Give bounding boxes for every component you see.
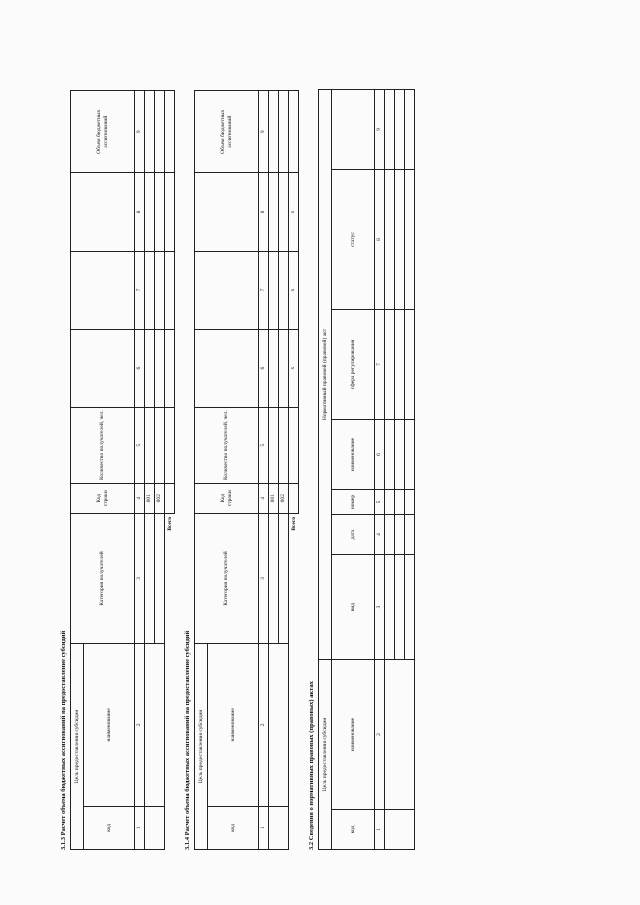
data-cell	[279, 251, 289, 329]
data-cell	[405, 515, 415, 555]
data-cell	[289, 407, 299, 483]
data-cell	[269, 173, 279, 251]
purpose-group-header: Цель предоставления субсидии	[319, 660, 332, 850]
purpose-group-header: Цель предоставления субсидии	[71, 644, 84, 850]
data-cell	[165, 483, 175, 513]
avg-payment-one-header	[195, 173, 259, 251]
recipients-header: Количество получателей, чел.	[195, 407, 259, 483]
data-cell	[395, 420, 405, 490]
col-number: 8	[135, 173, 145, 251]
data-cell	[405, 310, 415, 420]
total-label: Всего	[166, 516, 173, 531]
row-code: 001	[145, 483, 155, 513]
data-cell	[395, 310, 405, 420]
col-number: 8	[375, 170, 385, 310]
vid-header: вид	[332, 555, 375, 660]
row-code-header: Код строки	[71, 483, 135, 513]
data-cell	[269, 251, 279, 329]
data-cell	[279, 513, 289, 643]
category-header: Категория получателей	[71, 513, 135, 643]
code-header: код	[84, 806, 135, 849]
data-cell	[385, 310, 395, 420]
col-number: 9	[135, 91, 145, 173]
section-32-title: 3.2 Сведения о нормативных правовых (правовых) актах	[308, 681, 315, 850]
sphere-header: сфера регулирования	[332, 310, 375, 420]
data-cell	[405, 420, 415, 490]
data-cell	[395, 89, 405, 169]
total-label: Всего	[290, 516, 297, 531]
row-code: 002	[155, 483, 165, 513]
data-cell	[405, 555, 415, 660]
date-header: дата	[332, 515, 375, 555]
data-cell	[395, 515, 405, 555]
budget-volume-header: Объем бюджетных ассигнований	[195, 91, 259, 173]
data-cell	[385, 170, 395, 310]
x-mark: x	[289, 173, 299, 251]
data-cell	[269, 407, 279, 483]
act-name-header: наименование	[332, 420, 375, 490]
col-number: 1	[375, 810, 385, 850]
code-header: код	[208, 806, 259, 849]
name-header: наименование	[208, 644, 259, 807]
data-cell	[165, 91, 175, 173]
data-cell	[155, 91, 165, 173]
data-cell	[165, 173, 175, 251]
col-number: 6	[259, 329, 269, 407]
data-cell	[155, 251, 165, 329]
purpose-group-header: Цель предоставления субсидии	[195, 644, 208, 850]
data-cell	[269, 329, 279, 407]
data-cell	[165, 251, 175, 329]
data-cell	[145, 407, 155, 483]
col-number: 6	[135, 329, 145, 407]
col-number: 2	[375, 660, 385, 810]
status-header: статус	[332, 170, 375, 310]
budget-volume-header: Объем бюджетных ассигнований	[71, 91, 135, 173]
x-mark: x	[289, 329, 299, 407]
data-cell	[269, 806, 289, 849]
col-number: 4	[135, 483, 145, 513]
data-cell	[155, 173, 165, 251]
data-cell	[145, 806, 165, 849]
data-cell	[269, 513, 279, 643]
data-cell	[395, 555, 405, 660]
avg-area-header	[71, 251, 135, 329]
data-cell	[165, 329, 175, 407]
col-number: 1	[135, 806, 145, 849]
data-cell	[279, 91, 289, 173]
data-cell	[385, 555, 395, 660]
data-cell	[385, 490, 395, 515]
category-header: Категория получателей	[195, 513, 259, 643]
data-cell	[155, 407, 165, 483]
data-cell	[405, 170, 415, 310]
data-cell	[145, 173, 155, 251]
table-row	[385, 89, 395, 849]
col-number: 5	[259, 407, 269, 483]
expiry-header	[332, 89, 375, 169]
data-cell	[405, 89, 415, 169]
data-cell	[145, 644, 165, 807]
col-number: 7	[375, 310, 385, 420]
col-number: 1	[259, 806, 269, 849]
col-number: 5	[135, 407, 145, 483]
data-cell	[395, 170, 405, 310]
name-header: наименование	[84, 644, 135, 807]
data-cell	[279, 407, 289, 483]
data-cell	[385, 515, 395, 555]
section-314-title: 3.1.4 Расчет объема бюджетных ассигнований на предоставление субсидий	[184, 630, 191, 850]
data-cell	[395, 490, 405, 515]
data-cell	[145, 329, 155, 407]
data-cell	[165, 407, 175, 483]
col-number: 5	[375, 490, 385, 515]
col-number: 7	[259, 251, 269, 329]
data-cell	[279, 329, 289, 407]
section-314-table	[194, 90, 299, 850]
section-313-table	[70, 90, 175, 850]
data-cell	[269, 644, 289, 807]
recipients-header: Количество получателей, чел.	[71, 407, 135, 483]
data-cell	[155, 329, 165, 407]
col-number: 3	[259, 513, 269, 643]
data-cell	[145, 513, 155, 643]
col-number: 4	[259, 483, 269, 513]
form-body	[60, 50, 419, 850]
data-cell	[145, 91, 155, 173]
row-code-header: Код строки	[195, 483, 259, 513]
number-header: номер	[332, 490, 375, 515]
data-cell	[405, 490, 415, 515]
col-number: 8	[259, 173, 269, 251]
avg-payment-one-header	[71, 173, 135, 251]
row-code: 001	[269, 483, 279, 513]
avg-payment-sqm-header	[195, 329, 259, 407]
npa-group-header: Нормативный правовой (правовой) акт	[319, 89, 332, 659]
section-313-title: 3.1.3 Расчет объема бюджетных ассигнований на предоставление субсидий	[60, 630, 67, 850]
col-number: 4	[375, 515, 385, 555]
code-header: код	[332, 810, 375, 850]
row-code: 002	[279, 483, 289, 513]
section-32-table	[318, 89, 415, 850]
data-cell	[385, 420, 395, 490]
col-number: 9	[259, 91, 269, 173]
data-cell	[385, 660, 415, 810]
col-number: 2	[135, 644, 145, 807]
table-row	[269, 91, 279, 850]
col-number: 7	[135, 251, 145, 329]
x-mark: x	[289, 251, 299, 329]
col-number: 3	[375, 555, 385, 660]
avg-payment-sqm-header	[71, 329, 135, 407]
col-number: 6	[375, 420, 385, 490]
total-row	[289, 91, 299, 850]
avg-area-header	[195, 251, 259, 329]
col-number: 3	[135, 513, 145, 643]
data-cell	[385, 810, 415, 850]
col-number: 2	[259, 644, 269, 807]
col-number: 9	[375, 89, 385, 169]
data-cell	[289, 91, 299, 173]
total-row	[165, 91, 175, 850]
data-cell	[289, 483, 299, 513]
data-cell	[269, 91, 279, 173]
data-cell	[385, 89, 395, 169]
table-row	[145, 91, 155, 850]
name-header: наименование	[332, 660, 375, 810]
data-cell	[155, 513, 165, 643]
data-cell	[279, 173, 289, 251]
data-cell	[145, 251, 155, 329]
